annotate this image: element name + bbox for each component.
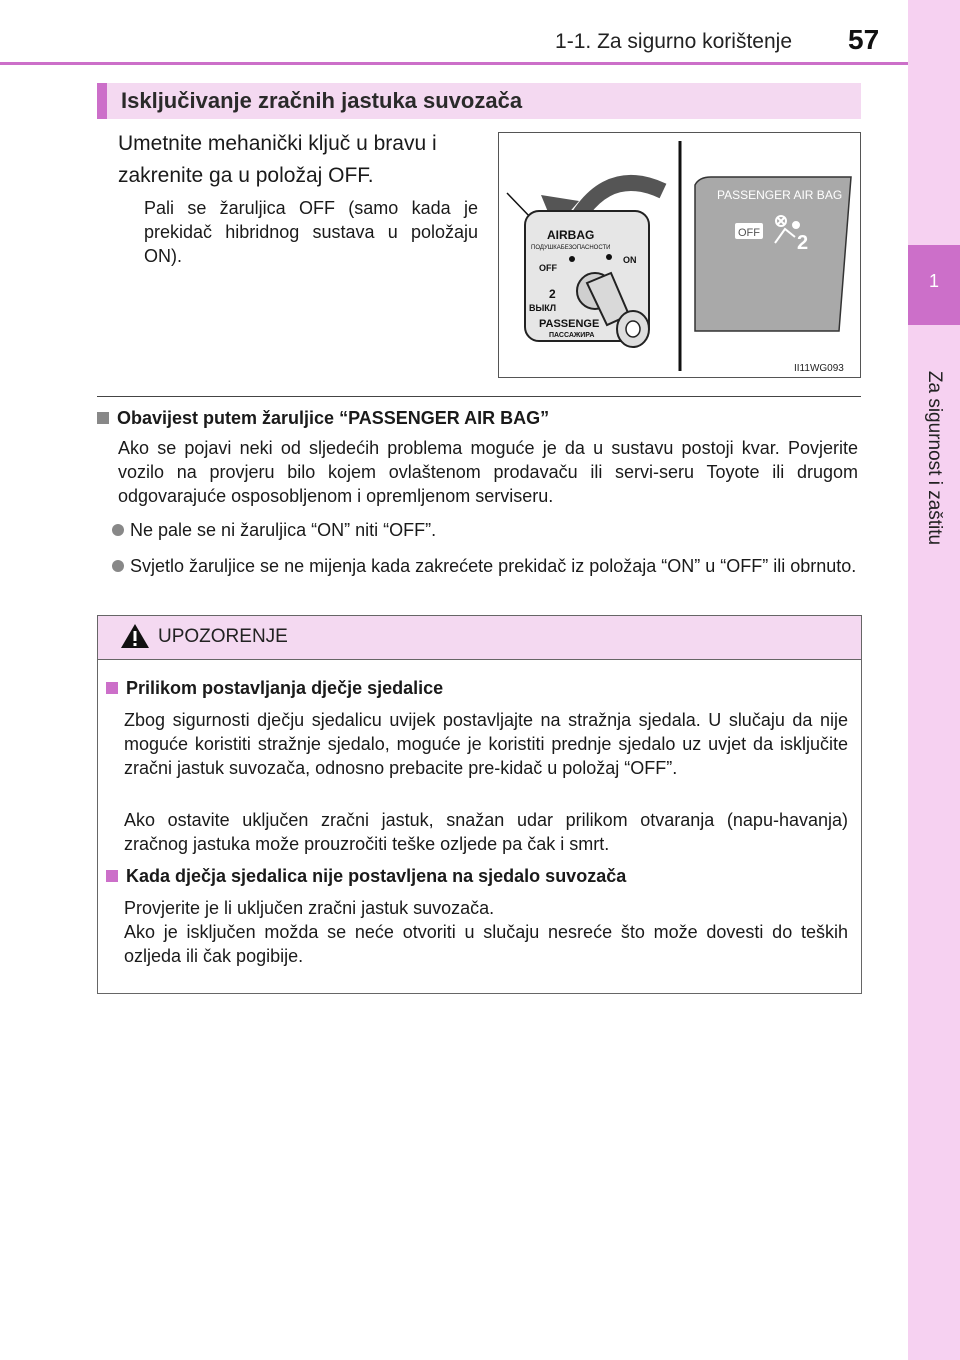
square-bullet-icon [106, 870, 118, 882]
notice-bullet [112, 554, 858, 578]
chapter-title: Za sigurnost i zaštitu [924, 370, 945, 546]
section-header [97, 83, 861, 119]
section-title: Isključivanje zračnih jastuka suvozača [121, 88, 523, 113]
switch-on-label: ON [623, 255, 637, 265]
switch-passenger-ru-label: ПАССАЖИРА [549, 332, 595, 339]
switch-off-label: OFF [539, 263, 557, 273]
header-rule [0, 62, 908, 65]
airbag-switch-figure [498, 132, 861, 378]
section-divider [97, 396, 861, 397]
notice-bullet [112, 518, 858, 542]
switch-airbag-ru-label: ПОДУШКАБЕЗОПАСНОСТИ [531, 245, 611, 251]
page-number: 57 [848, 24, 880, 55]
notice-heading [97, 408, 549, 429]
warning-item-heading [106, 678, 443, 699]
switch-off-ru-label: ВЫКЛ [529, 303, 557, 313]
header-section-title: 1-1. Za sigurno korištenje [555, 30, 792, 53]
warning-header [98, 616, 861, 660]
warning-box [97, 615, 862, 994]
notice-bullet-text: Svjetlo žaruljice se ne mijenja kada zakrećete prekidač iz položaja “ON” u “OFF” ili obrnuto. [130, 556, 857, 576]
square-bullet-icon [97, 412, 109, 424]
round-bullet-icon [112, 560, 124, 572]
round-bullet-icon [112, 524, 124, 536]
chapter-number[interactable]: 1 [908, 245, 960, 325]
off-indicator-label: OFF [738, 227, 760, 239]
step-note: Pali se žaruljica OFF (samo kada je prekidač hibridnog sustava u položaju ON). [144, 198, 478, 266]
warning-item-text: Zbog sigurnosti dječju sjedalicu uvijek postavljajte na stražnja sjedala. U slučaju da nije moguće koristiti stražnje sjedalo, moguće je koristiti prednje sjedalo uz uvjet da isključite zračni jastuk suvozača, odnosno prebacite pre-kidač u položaj “OFF”. [124, 710, 848, 778]
warning-label: UPOZORENJE [158, 626, 288, 647]
panel-label: PASSENGER AIR BAG [717, 188, 843, 202]
square-bullet-icon [106, 682, 118, 694]
switch-airbag-label: AIRBAG [547, 228, 595, 242]
warning-item-heading-text: Kada dječja sjedalica nije postavljena na sjedalo suvozača [126, 866, 627, 886]
airbag-switch-illustration [499, 133, 862, 379]
notice-heading-text: Obavijest putem žaruljice “PASSENGER AIR BAG” [117, 408, 550, 428]
panel-digit: 2 [797, 232, 809, 254]
warning-item-heading [106, 866, 626, 887]
warning-item-text: Ako je isključen možda se neće otvoriti u slučaju nesreće što može dovesti do teških ozljeda ili čak pogibije. [124, 922, 848, 966]
notice-text: Ako se pojavi neki od sljedećih problema moguće je da u sustavu postoji kvar. Povjerite vozilo na provjeru bilo kojem ovlaštenom prodavaču ili servi-seru Toyote ili drugom odgovarajuće osposobljenom i opremljenom serviseru. [118, 438, 858, 506]
switch-digit: 2 [549, 287, 556, 301]
notice-bullet-text: Ne pale se ni žaruljica “ON” niti “OFF”. [130, 520, 437, 540]
warning-triangle-icon [120, 623, 150, 649]
warning-item-heading-text: Prilikom postavljanja dječje sjedalice [126, 678, 444, 698]
switch-passenger-label: PASSENGE [539, 318, 600, 330]
warning-item-text: Ako ostavite uključen zračni jastuk, snažan udar prilikom otvaranja (napu-havanja) zračnog jastuka može prouzročiti teške ozljede pa čak i smrt. [124, 810, 848, 854]
figure-code: II11WG093 [794, 363, 844, 374]
step-instruction: Umetnite mehanički ključ u bravu i zakrenite ga u položaj OFF. [118, 132, 437, 187]
side-tab [908, 0, 960, 1360]
warning-item-text: Provjerite je li uključen zračni jastuk suvozača. [124, 898, 495, 918]
